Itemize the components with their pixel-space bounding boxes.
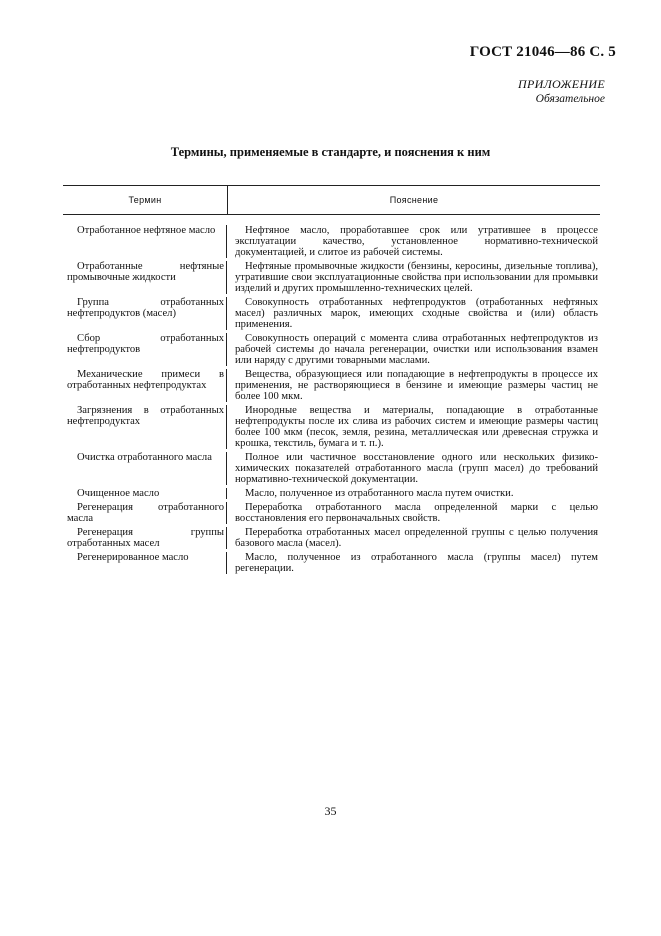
table-row	[63, 333, 600, 366]
explanation-cell: Совокупность отработанных нефтепродуктов (отработанных нефтяных масел) различных марок, имеющих сходные свойства и (или) область применения.	[235, 297, 598, 330]
table-row	[63, 261, 600, 294]
appendix-label: ПРИЛОЖЕНИЕ	[518, 77, 605, 91]
term-cell: Механические примеси в отработанных нефтепродуктах	[63, 369, 227, 402]
page-title: Термины, применяемые в стандарте, и пояснения к ним	[170, 145, 491, 159]
header-term: Термин	[63, 186, 228, 214]
explanation-cell: Масло, полученное из отработанного масла путем очистки.	[245, 488, 514, 499]
term-cell: Регенерированное масло	[63, 552, 227, 574]
explanation-cell: Нефтяное масло, проработавшее срок или утратившее в процессе эксплуатации качество, установленное нормативно-технической документацией, и слитое из рабочей системы.	[235, 225, 598, 258]
explanation-cell: Полное или частичное восстановление одного или нескольких физико-химических показателей отработанного масла (групп масел) до требований нормативно-технической документации.	[235, 452, 598, 485]
table-row	[63, 452, 600, 485]
explanation-cell: Переработка отработанных масел определенной группы с целью получения базового масла (масел).	[235, 527, 598, 549]
explanation-cell: Вещества, образующиеся или попадающие в нефтепродукты в процессе их применения, не растворяющиеся в бензине и имеющие размеры частиц не более 100 мкм.	[235, 369, 598, 402]
page-number: 35	[324, 804, 337, 818]
table-row	[63, 225, 600, 258]
table-row	[63, 405, 600, 449]
table-row	[63, 369, 600, 402]
table-body	[63, 215, 600, 574]
term-cell: Группа отработанных нефтепродуктов (масел)	[63, 297, 227, 330]
terms-table	[63, 185, 600, 574]
explanation-cell: Масло, полученное из отработанного масла (группы масел) путем регенерации.	[235, 552, 598, 574]
table-row	[63, 297, 600, 330]
header-explanation: Пояснение	[389, 195, 439, 205]
term-cell: Отработанное нефтяное масло	[63, 225, 227, 258]
document-code: ГОСТ 21046—86 С. 5	[469, 44, 616, 60]
explanation-cell: Переработка отработанного масла определенной марки с целью восстановления его первоначальных свойств.	[235, 502, 598, 524]
term-cell: Загрязнения в отработанных нефтепродуктах	[63, 405, 227, 449]
term-cell: Регенерация отработанного масла	[63, 502, 227, 524]
term-cell: Очистка отработанного масла	[63, 452, 227, 485]
explanation-cell: Инородные вещества и материалы, попадающие в отработанные нефтепродукты после их слива из рабочих систем и имеющие размеры частиц более 100 мкм (песок, земля, резина, металлическая или древесная стружка и крошка, текстиль, бумага и т. п.).	[235, 405, 598, 449]
term-cell: Регенерация группы отработанных масел	[63, 527, 227, 549]
table-row	[63, 502, 600, 524]
table-header-row	[63, 185, 600, 215]
term-cell: Сбор отработанных нефтепродуктов	[63, 333, 227, 366]
table-row	[63, 552, 600, 574]
explanation-cell: Нефтяные промывочные жидкости (бензины, керосины, дизельные топлива), утратившие свои эксплуатационные свойства при использовании для промывки изделий и других промышленно-технических целей.	[235, 261, 598, 294]
term-cell: Очищенное масло	[63, 488, 227, 499]
table-row	[63, 527, 600, 549]
explanation-cell: Совокупность операций с момента слива отработанных нефтепродуктов из рабочей системы до начала регенерации, очистки или использования взамен или наряду с другими товарными маслами.	[235, 333, 598, 366]
appendix-block	[518, 77, 605, 105]
appendix-status: Обязательное	[535, 93, 605, 105]
term-cell: Отработанные нефтяные промывочные жидкости	[63, 261, 227, 294]
table-row	[63, 488, 600, 499]
